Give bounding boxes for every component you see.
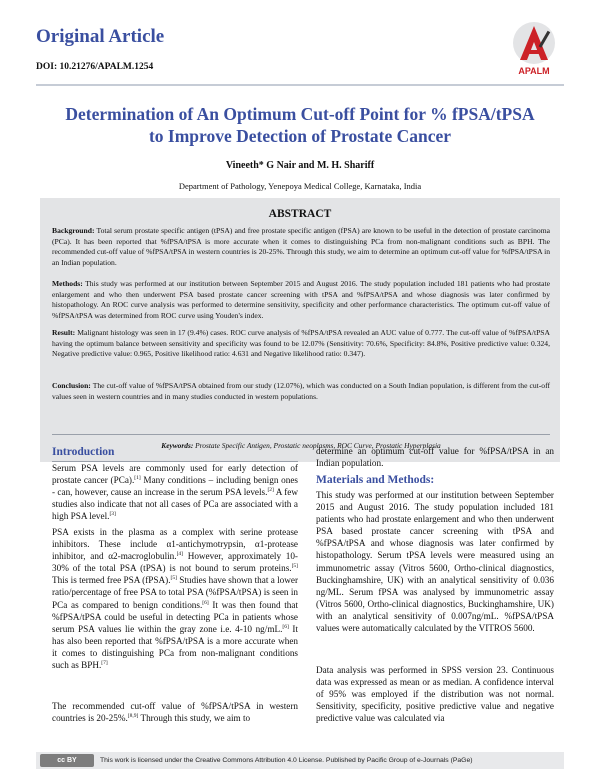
citation[interactable]: [5]: [291, 563, 298, 570]
background-text: Total serum prostate specific antigen (tPSA) and free prostate specific antigen (fPSA) are known to be useful in the detection of prostate carcinoma (PCa). It has been reported that %fPSA/tPSA is more accurate when it comes to distinguishing PCa from non-malignant conditions such as BPH. The recommended cut-off value of %fPSA/tPSA in western countries is 20-25%. Through this study, we aim to determine an optimum cut-off value for %fPSA/tPSA in an Indian population.: [52, 226, 550, 267]
header-divider: [36, 84, 564, 86]
methods-label: Methods:: [52, 279, 83, 288]
authors: Vineeth* G Nair and M. H. Shariff: [225, 160, 375, 171]
methods-text: This study was performed at our institution between September 2015 and August 2016. The study population included 181 patients who had prostate enlargement and who then underwent PSA based prostate cancer screening with tPSA and %fPSA/tPSA and whose diagnosis was later confirmed by histopathology. An ROC curve analysis was performed to determine sensitivity, specificity and other performance characteristics. The optimum cut-off value of %fPSA/tPSA was determined from ROC curve using Youden's index.: [52, 279, 550, 320]
intro-continued: determine an optimum cut-off value for %fPSA/tPSA in an Indian population.: [316, 446, 554, 469]
keywords-text: Prostate Specific Antigen, Prostatic neoplasms, ROC Curve, Prostatic Hyperplasia: [193, 441, 441, 450]
license-text: This work is licensed under the Creative Commons Attribution 4.0 License. Published by Pacific Group of e-Journals (PaGe): [100, 757, 473, 764]
abstract-result: [52, 328, 550, 360]
journal-logo: [506, 18, 562, 78]
article-title: [40, 103, 560, 147]
citation[interactable]: [1]: [134, 475, 141, 482]
article-type: Original Article: [36, 26, 165, 47]
citation[interactable]: [6]: [282, 623, 289, 630]
introduction-heading: Introduction: [52, 446, 115, 458]
title-line-2: to Improve Detection of Prostate Cancer: [148, 126, 452, 146]
methods-paragraph-2: Data analysis was performed in SPSS version 23. Continuous data was expressed as mean or as median. A confidence interval of 95% was employed if the distribution was not normal. Sensitivity, specificity, positive predictive value and negative predictive value was calculated via: [316, 665, 554, 724]
cc-by-badge-icon[interactable]: cc BY: [40, 754, 94, 767]
doi: DOI: 10.21276/APALM.1254: [36, 62, 154, 72]
citation[interactable]: [2]: [267, 487, 274, 494]
intro-paragraph-1: Serum PSA levels are commonly used for early detection of prostate cancer (PCa).[1] Many conditions – including benign ones - can, however, cause an increase in the serum PSA levels.[2] A few studies also indicate that not all cases of PCa are associated with a high PSA level.[3]: [52, 463, 298, 522]
apalm-logo-icon: [506, 18, 562, 78]
citation[interactable]: [8,9]: [127, 713, 139, 720]
citation[interactable]: [4]: [176, 551, 183, 558]
methods-paragraph-1: This study was performed at our institution between September 2015 and August 2016. The study population included 181 patients who had prostate enlargement and who then underwent PSA based prostate cancer screening with tPSA and %fPSA/tPSA and whose diagnosis was later confirmed by histopathology. Serum tPSA levels were measured using an immunometric assay (Vitros 5600, Ortho-clinical diagnostics, Buckinghamshire, UK) with an analytical sensitivity of 0.036 ng/ML. Serum fPSA was analysed by immunometric assay (Vitros 5600, Ortho-clinical diagnostics, Buckinghamshire, UK) with an analytical sensitivity of 0.007ng/mL. %fPSA/tPSA values were automatically calculated by the VITROS 5600.: [316, 490, 554, 634]
logo-text: APALM: [518, 66, 550, 76]
background-label: Background:: [52, 226, 95, 235]
abstract-methods: [52, 279, 550, 321]
result-label: Result:: [52, 328, 76, 337]
conclusion-label: Conclusion:: [52, 381, 91, 390]
conclusion-text: The cut-off value of %fPSA/tPSA obtained from our study (12.07%), which was conducted on a South Indian population, is different from the cut-off values seen in western countries and in many studies conducted in western populations.: [52, 381, 550, 401]
abstract-heading: ABSTRACT: [268, 208, 332, 220]
methods-heading: Materials and Methods:: [316, 474, 435, 486]
keywords-divider: [52, 434, 550, 435]
intro-paragraph-2: PSA exists in the plasma as a complex with serine protease inhibitors. These include α1-antichymotrypsin, α1-protease inhibitor, and α2-macroglobulin.[4] However, approximately 10-30% of the total PSA (tPSA) is not bound to serum proteins.[5] This is termed free PSA (fPSA).[5] Studies have shown that a lower ratio/percentage of free PSA to total PSA (%fPSA/tPSA) is seen in PCa as compared to benign conditions.[6] It was then found that %fPSA/tPSA could be useful in detecting PCa in patients whose serum PSA values lie within the gray zone i.e. 4-10 ng/mL.[6] It has also been reported that %fPSA/tPSA is a more accurate when it comes to distinguishing PCa from non-malignant conditions such as BPH.[7]: [52, 527, 299, 671]
citation[interactable]: [5]: [170, 575, 177, 582]
result-text: Malignant histology was seen in 17 (9.4%) cases. ROC curve analysis of %fPSA/tPSA revealed an AUC value of 0.777. The cut-off value of %fPSA/tPSA having the optimum balance between sensitivity and specificity was found to be 12.07% (Sensitivity: 70.6%, Specificity: 84.8%, Positive predictive value: 0.324, Negative predictive value: 0.965, Positive likelihood ratio: 4.631 and Negative likelihood ratio: 0.347).: [52, 328, 550, 359]
keywords-label: Keywords:: [161, 441, 194, 450]
abstract-conclusion: [52, 381, 550, 402]
affiliation: Department of Pathology, Yenepoya Medical College, Karnataka, India: [178, 181, 422, 191]
title-line-1: Determination of An Optimum Cut-off Point for % fPSA/tPSA: [65, 104, 535, 124]
intro-paragraph-3: The recommended cut-off value of %fPSA/tPSA in western countries is 20-25%.[8,9] Through this study, we aim to: [52, 701, 298, 724]
citation[interactable]: [3]: [109, 511, 116, 518]
abstract-background: [52, 226, 550, 268]
citation[interactable]: [7]: [101, 659, 108, 666]
citation[interactable]: [6]: [202, 599, 209, 606]
